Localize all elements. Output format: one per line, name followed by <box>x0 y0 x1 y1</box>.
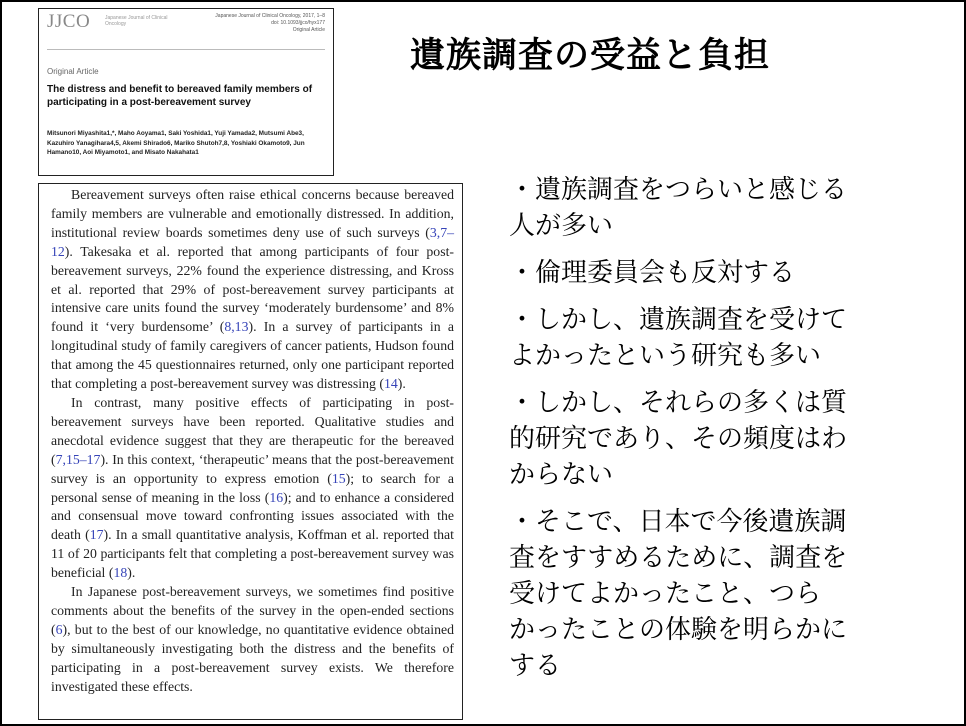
bullet-item <box>509 504 941 684</box>
bullet-line: かったことの体験を明らかに <box>509 615 848 645</box>
slide-title: 遺族調査の受益と負担 <box>410 36 771 76</box>
bullet-line: ・遺族調査をつらいと感じる <box>509 175 848 205</box>
body-text: ); and to enhance a considered and consensual move toward confronting issues associated with the death ( <box>51 489 455 543</box>
body-text: In contrast, many positive effects of participating in post-bereavement surveys have been reported. Qualitative studies and anecdotal evidence suggest that they are therapeutic for the bereaved ( <box>51 394 454 467</box>
journal-meta <box>215 13 325 34</box>
bullet-item <box>509 302 941 374</box>
bullet-item <box>509 385 941 493</box>
body-text: ). Takesaka et al. reported that among participants of four post-bereavement surveys, 22% found the experience distressing, and Kross et al. reported that 29% of post-bereavement survey participants at intensive care units found the survey ‘moderately burdensome’ and 8% found it ‘very burdensome’ ( <box>51 243 454 335</box>
article-header-image <box>38 8 334 176</box>
bullet-line: よかったという研究も多い <box>509 341 822 371</box>
body-text: ), but to the best of our knowledge, no quantitative evidence obtained by simultaneously investigating both the distress and the benefits of participating in a post-bereavement survey exists. We therefore investigated these effects. <box>51 621 454 694</box>
header-divider <box>47 49 325 50</box>
bullet-item <box>509 172 941 244</box>
body-text: ). In this context, ‘therapeutic’ means that the post-bereavement survey is an opportunity to express emotion ( <box>51 451 454 486</box>
bullet-list <box>509 172 941 695</box>
body-text: ). In a small quantitative analysis, Koffman et al. reported that 11 of 20 participants felt that completing a post-bereavement survey was beneficial ( <box>51 527 455 581</box>
bullet-line: ・しかし、遺族調査を受けて <box>509 305 848 335</box>
citation-link[interactable]: 7,15–17 <box>55 451 101 467</box>
body-text: ). In a survey of participants in a longitudinal study of family caregivers of cancer patients, Hudson found that among the 45 questionnaires returned, only one participant reported that completing a post-bereavement survey was distressing ( <box>51 319 454 392</box>
body-text: ). <box>127 565 136 581</box>
bullet-line: する <box>509 651 562 681</box>
citation-link[interactable]: 16 <box>269 489 284 505</box>
journal-citation: Japanese Journal of Clinical Oncology, 2017, 1–8 <box>215 13 325 19</box>
citation-link[interactable]: 15 <box>331 470 346 486</box>
bullet-item <box>509 255 941 291</box>
article-body-excerpt <box>38 183 463 720</box>
citation-link[interactable]: 18 <box>113 565 128 581</box>
bullet-line: ・そこで、日本で今後遺族調 <box>509 507 847 537</box>
citation-link[interactable]: 17 <box>89 527 104 543</box>
article-paragraph-2 <box>51 394 454 583</box>
body-text: In Japanese post-bereavement surveys, we sometimes find positive comments about the benefits of the survey in the open-ended sections ( <box>51 584 454 637</box>
citation-link[interactable]: 14 <box>383 376 398 392</box>
bullet-line: 人が多い <box>509 211 614 241</box>
bullet-line: ・しかし、それらの多くは質 <box>509 388 848 418</box>
journal-doi: doi: 10.1093/jjco/hyx177 <box>271 20 325 26</box>
bullet-line: 査をすすめるために、調査を <box>509 543 848 573</box>
journal-logo: JJCO <box>47 11 91 32</box>
article-paragraph-3 <box>51 583 454 696</box>
body-text: ); to search for a personal sense of meaning in the loss ( <box>51 470 454 505</box>
journal-subtitle: Japanese Journal of Clinical Oncology <box>105 15 168 27</box>
bullet-line: 的研究であり、その頻度はわ <box>509 424 848 454</box>
citation-link[interactable]: 8,13 <box>224 319 249 335</box>
journal-section: Original Article <box>292 27 325 33</box>
article-title: The distress and benefit to bereaved family members of participating in a post-bereavement survey <box>47 84 313 108</box>
bullet-line: からない <box>509 460 614 490</box>
bullet-line: ・倫理委員会も反対する <box>509 258 796 288</box>
citation-link[interactable]: 3,7–12 <box>51 224 454 259</box>
article-paragraph-1 <box>51 186 454 394</box>
body-text: ). <box>397 376 406 392</box>
bullet-line: 受けてよかったこと、つら <box>509 579 822 609</box>
article-authors: Mitsunori Miyashita1,*, Maho Aoyama1, Saki Yoshida1, Yuji Yamada2, Mutsumi Abe3, Kazuhiro Yanagihara4,5, Akemi Shirado6, Mariko Shutoh7,8, Yoshiaki Okamoto9, Jun Hamano10, Aoi Miyamoto1, and Misato Nakahata1 <box>47 130 305 156</box>
body-text: Bereavement surveys often raise ethical concerns because bereaved family members are vulnerable and emotionally distressed. In addition, institutional review boards sometimes deny use of such surveys ( <box>51 187 454 240</box>
article-type: Original Article <box>47 67 99 76</box>
citation-link[interactable]: 6 <box>55 621 63 637</box>
